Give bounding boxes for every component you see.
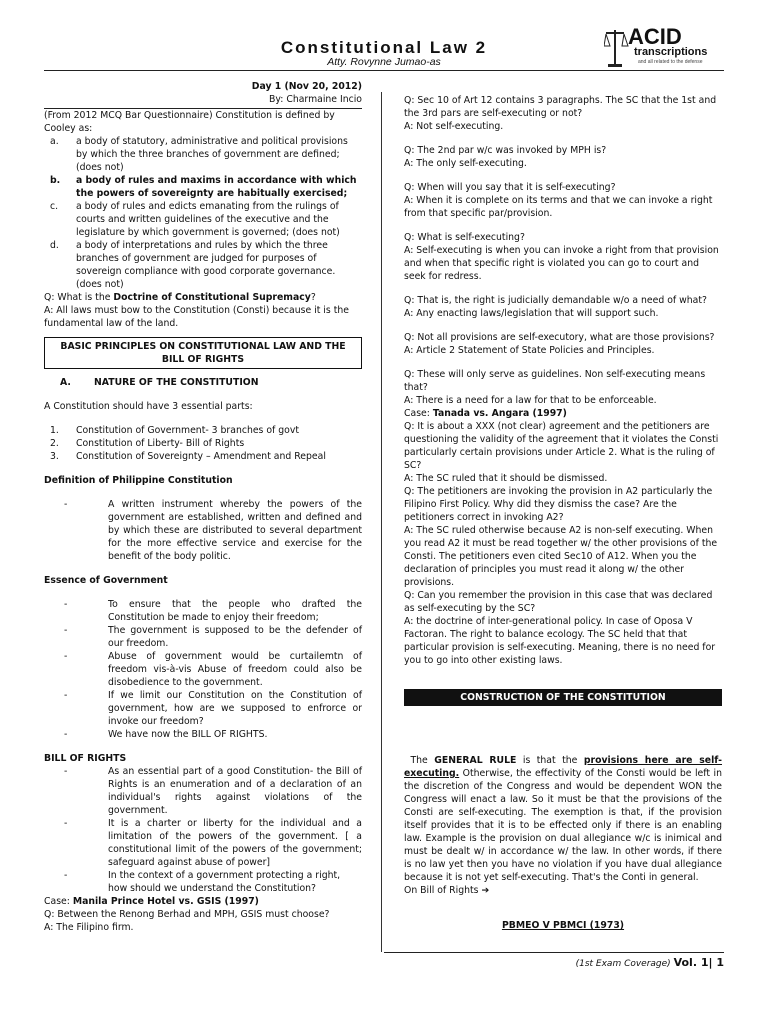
list-marker: -: [64, 499, 68, 510]
page-footer: [560, 956, 724, 969]
list-item: [44, 135, 362, 174]
parts-intro: A Constitution should have 3 essential parts:: [44, 401, 253, 412]
list-marker: -: [64, 625, 68, 636]
answer-text: A: Not self-executing.: [404, 121, 504, 132]
list-marker: c.: [50, 201, 59, 212]
list-item: [44, 624, 362, 650]
list-text: a body of interpretations and rules by which the three branches of government are judged for purposes of sovereign compliance with good corporate governance. (does not): [76, 240, 336, 290]
list-marker: -: [64, 870, 68, 881]
section-bar-title: CONSTRUCTION OF THE CONSTITUTION: [404, 689, 722, 706]
answer-text: A: The SC ruled otherwise because A2 is non-self executing. When you read A2 it must be read together w/ the other provisions of the Consti. The petitioners even cited Sec10 of A12. When you the declaration of principles you must read it along w/ the other provisions.: [404, 525, 718, 588]
list-item: [44, 498, 362, 563]
section-title: NATURE OF THE CONSTITUTION: [94, 377, 259, 388]
list-item: [44, 869, 362, 895]
left-column: [44, 80, 362, 934]
question-text: Q: What is self-executing?: [404, 232, 525, 243]
list-item: [44, 200, 362, 239]
document-subtitle: Atty. Rovynne Jumao-as: [327, 56, 441, 68]
logo-main: ACID: [628, 24, 682, 49]
list-item: [44, 728, 362, 741]
list-item: [44, 437, 362, 450]
list-text: Constitution of Government- 3 branches of govt: [76, 425, 300, 436]
answer-text: A: The Filipino firm.: [44, 922, 134, 933]
volume-label: Vol. 1: [673, 956, 709, 969]
list-text: a body of rules and maxims in accordance with which the powers of sovereignty are habitually exercised;: [76, 175, 357, 199]
list-text: Constitution of Liberty- Bill of Rights: [76, 438, 245, 449]
document-title: Constitutional Law 2: [280, 38, 488, 57]
acid-logo: [604, 22, 724, 72]
parts-list: [44, 424, 362, 463]
logo-sub: transcriptions: [634, 46, 708, 58]
answer-text: A: There is a need for a law for that to be enforceable.: [404, 395, 657, 406]
definition-heading: Definition of Philippine Constitution: [44, 475, 233, 486]
coverage-label: (1st Exam Coverage): [575, 959, 671, 969]
list-item: [44, 765, 362, 817]
q-term: Doctrine of Constitutional Supremacy: [113, 292, 311, 303]
author-label: By: Charmaine Incio: [44, 93, 362, 109]
case-name: Manila Prince Hotel vs. GSIS (1997): [72, 896, 259, 907]
answer-text: A: Self-executing is when you can invoke a right from that provision and when that specific right is violated you can go to court and seek for redress.: [404, 245, 719, 282]
page-number: | 1: [708, 956, 724, 969]
list-marker: 3.: [50, 451, 59, 462]
case-citation: [44, 895, 362, 908]
list-item: [44, 598, 362, 624]
general-rule-paragraph: [404, 754, 722, 884]
column-divider: [381, 92, 382, 952]
list-item: [44, 450, 362, 463]
section-marker: A.: [60, 377, 71, 388]
list-text: a body of statutory, administrative and political provisions by which the three branches of government are defined; (does not): [76, 136, 348, 173]
section-heading: [44, 376, 362, 389]
list-marker: -: [64, 729, 68, 740]
list-marker: -: [64, 766, 68, 777]
case-heading: PBMEO V PBMCI (1973): [501, 920, 625, 931]
list-marker: -: [64, 599, 68, 610]
list-item: [44, 650, 362, 689]
logo-tagline: and all related to the defense: [638, 59, 703, 65]
case-prefix: Case:: [44, 896, 73, 907]
question-text: Q: Can you remember the provision in this case that was declared as self-executing by the SC?: [404, 590, 713, 614]
list-marker: -: [64, 651, 68, 662]
list-marker: a.: [50, 136, 59, 147]
right-column: [404, 94, 722, 932]
list-marker: 2.: [50, 438, 59, 449]
q-prefix: Q: What is the: [44, 292, 114, 303]
question-text: Q: Not all provisions are self-executory, what are those provisions?: [404, 332, 715, 343]
list-item: [44, 817, 362, 869]
intro-text: (From 2012 MCQ Bar Questionnaire) Constitution is defined by Cooley as:: [44, 110, 335, 134]
answer-text: A: Any enacting laws/legislation that will support such.: [404, 308, 659, 319]
list-text: A written instrument whereby the powers of the government are established, written and defined and by which these are distributed to several department for the more effective service and exercise for the benefit of the body politic.: [108, 499, 362, 562]
bill-of-rights-link-text: On Bill of Rights ➔: [404, 885, 490, 896]
list-text: a body of rules and edicts emanating from the rulings of courts and written guidelines of the executive and the legislature by which government is governed; (does not): [76, 201, 340, 238]
text-fragment: The: [410, 755, 435, 766]
answer-text: A: All laws must bow to the Constitution (Consti) because it is the fundamental law of the land.: [44, 305, 349, 329]
list-text: We have now the BILL OF RIGHTS.: [108, 729, 268, 740]
footer-rule: [384, 952, 724, 953]
list-text: To ensure that the people who drafted the Constitution be made to enjoy their freedom;: [108, 599, 362, 623]
text-fragment: is that the: [516, 755, 584, 766]
case-citation: [404, 407, 722, 420]
question-text: Q: The 2nd par w/c was invoked by MPH is?: [404, 145, 607, 156]
list-item: [44, 239, 362, 291]
list-marker: b.: [50, 175, 61, 186]
list-marker: 1.: [50, 425, 59, 436]
list-marker: -: [64, 818, 68, 829]
question-text: [44, 291, 362, 304]
list-text: The government is supposed to be the defender of our freedom.: [108, 625, 362, 649]
question-text: Q: These will only serve as guidelines. Non self-executing means that?: [404, 369, 706, 393]
answer-text: A: The SC ruled that it should be dismissed.: [404, 473, 608, 484]
day-label: Day 1 (Nov 20, 2012): [251, 81, 362, 92]
case-name: Tanada vs. Angara (1997): [432, 408, 567, 419]
list-text: If we limit our Constitution on the Constitution of government, how are we supposed to enfrorce or invoke our freedom?: [108, 690, 362, 727]
list-text: Abuse of government would be curtailemtn of freedom vis-à-vis Abuse of freedom could also be disobedience to the government.: [108, 651, 362, 688]
list-item: [44, 174, 362, 200]
list-item: [44, 424, 362, 437]
list-text: In the context of a government protecting a right, how should we understand the Constitution?: [108, 870, 341, 894]
list-item: [44, 689, 362, 728]
case-prefix: Case:: [404, 408, 433, 419]
list-text: As an essential part of a good Constitution- the Bill of Rights is an enumeration and of a declaration of an individual's rights against violations of the government.: [108, 766, 362, 816]
essence-list: [44, 598, 362, 741]
question-text: Q: Sec 10 of Art 12 contains 3 paragraphs. The SC that the 1st and the 3rd pars are self-executing or not?: [404, 95, 717, 119]
list-marker: -: [64, 690, 68, 701]
list-text: Constitution of Sovereignty – Amendment and Repeal: [76, 451, 326, 462]
answer-text: A: Article 2 Statement of State Policies and Principles.: [404, 345, 655, 356]
question-text: Q: The petitioners are invoking the provision in A2 particularly the Filipino First Policy. Why did they dismiss the case? Are the petitioners correct in invoking A2?: [404, 486, 713, 523]
question-text: Q: It is about a XXX (not clear) agreement and the petitioners are questioning the validity of the agreement that it violates the Consti particularly certain provisions under Article 2. What is the ruling of SC?: [404, 421, 719, 471]
q-suffix: ?: [310, 292, 316, 303]
question-text: Q: Between the Renong Berhad and MPH, GSIS must choose?: [44, 909, 330, 920]
question-text: Q: That is, the right is judicially demandable w/o a need of what?: [404, 295, 707, 306]
definition-list: [44, 135, 362, 291]
list-text: It is a charter or liberty for the individual and a limitation of the powers of the government. [ a constitutional limit of the powers of the government; safeguard against abuse of power]: [108, 818, 362, 868]
section-box-title: BASIC PRINCIPLES ON CONSTITUTIONAL LAW AND THE BILL OF RIGHTS: [44, 337, 362, 369]
bill-of-rights-heading: BILL OF RIGHTS: [44, 753, 127, 764]
essence-heading: Essence of Government: [44, 575, 168, 586]
answer-text: A: the doctrine of inter-generational policy. In case of Oposa V Factoran. The right to balance ecology. The SC held that that particular provision is self-executing. Meaning, there is no need for you to go into other existing laws.: [404, 616, 716, 666]
question-text: Q: When will you say that it is self-executing?: [404, 182, 616, 193]
answer-text: A: When it is complete on its terms and that we can invoke a right from that specific par/provision.: [404, 195, 713, 219]
text-bold: GENERAL RULE: [434, 755, 517, 766]
text-fragment: Otherwise, the effectivity of the Consti would be left in the discretion of the Congress and would be dependent WON the Congress will enact a law. So it must be that the provisions of the Consti are self-executing. The exemption is that, if the provision itself provides that it is to be effected only if there is an enabling law. Example is the provision on dual allegiance w/c is inimical and must be dealt w/ in accordance w/ the law. In other words, if there is no law yet then you have no violation if you have dual allegiance because it is not yet self-executing. That's the Conti in general.: [404, 768, 722, 883]
text-bold-underlined: provisions here are self-executing.: [404, 755, 722, 779]
bill-of-rights-list: [44, 765, 362, 895]
answer-text: A: The only self-executing.: [404, 158, 527, 169]
list-marker: d.: [50, 240, 59, 251]
